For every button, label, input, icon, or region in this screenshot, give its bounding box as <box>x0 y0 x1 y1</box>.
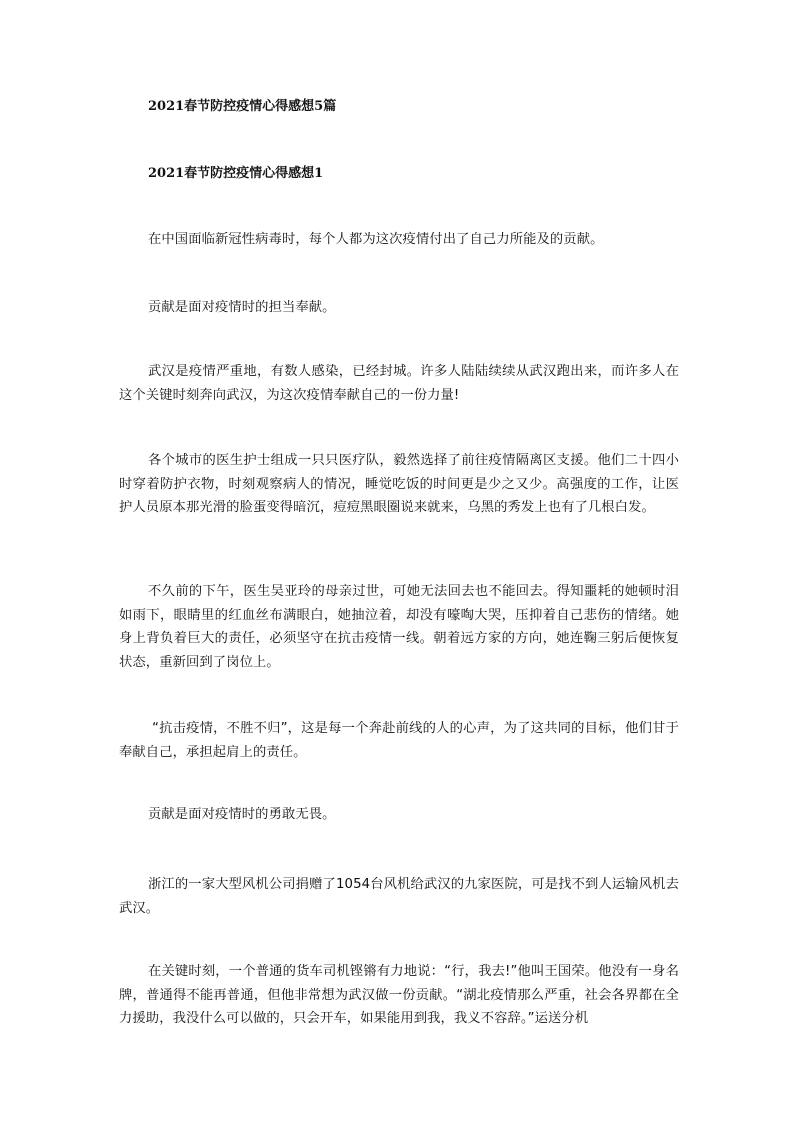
paragraph: 武汉是疫情严重地，有数人感染，已经封城。许多人陆陆续续从武汉跑出来，而许多人在这个关键时刻奔向武汉，为这次疫情奉献自己的一份力量! <box>119 364 679 403</box>
paragraph: 贡献是面对疫情时的担当奉献。 <box>148 300 336 315</box>
paragraph: 浙江的一家大型风机公司捐赠了1054台风机给武汉的九家医院，可是找不到人运输风机去武汉。 <box>119 877 679 916</box>
paragraph: “抗击疫情，不胜不归”，这是每一个奔赴前线的人的心声，为了这共同的目标，他们甘于奉献自己，承担起肩上的责任。 <box>119 721 679 760</box>
paragraph: 贡献是面对疫情时的勇敢无畏。 <box>148 807 336 822</box>
main-title: 2021春节防控疫情心得感想5篇 <box>148 99 337 114</box>
paragraph: 不久前的下午，医生吴亚玲的母亲过世，可她无法回去也不能回去。得知噩耗的她顿时泪如雨下，眼睛里的红血丝布满眼白，她抽泣着，却没有嚎啕大哭，压抑着自己悲伤的情绪。她身上背负着巨大的责任，必须坚守在抗击疫情一线。朝着远方家的方向，她连鞠三躬后便恢复状态，重新回到了岗位上。 <box>119 584 679 670</box>
paragraph: 在关键时刻，一个普通的货车司机铿锵有力地说：“行，我去!”他叫王国荣。他没有一身名牌，普通得不能再普通，但他非常想为武汉做一份贡献。“湖北疫情那么严重，社会各界都在全力援助，我没什么可以做的，只会开车，如果能用到我，我义不容辞。”运送分机 <box>119 964 679 1026</box>
paragraph: 各个城市的医生护士组成一只只医疗队，毅然选择了前往疫情隔离区支援。他们二十四小时穿着防护衣物，时刻观察病人的情况，睡觉吃饭的时间更是少之又少。高强度的工作，让医护人员原本那光滑的脸蛋变得暗沉，痘痘黑眼圈说来就来，乌黑的秀发上也有了几根白发。 <box>119 453 679 515</box>
paragraph: 在中国面临新冠性病毒时，每个人都为这次疫情付出了自己力所能及的贡献。 <box>148 232 604 247</box>
section-title: 2021春节防控疫情心得感想1 <box>148 166 324 181</box>
